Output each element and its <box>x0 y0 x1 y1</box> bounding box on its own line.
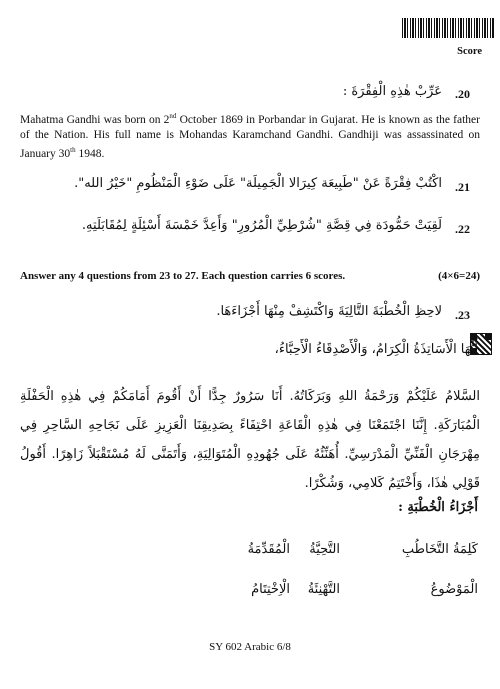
section-instruction <box>20 270 480 282</box>
section-marks: (4×6=24) <box>438 270 480 282</box>
question-number-20: .20 <box>455 87 470 101</box>
q22-text: لَقِيَتْ حَمُّودَة فِي قِصَّةِ "شُرْطِيِّ الْمُرُورِ" وَأَعِدَّ خَمْسَةَ أَسْئِلَةٍ لِمُقَابَلَتِهِ. <box>81 218 442 233</box>
instruction-text: Answer any 4 questions from 23 to 27. Each question carries 6 scores. <box>20 270 346 282</box>
speech-part-item: الْمُقَدِّمَةُ <box>247 542 290 557</box>
question-number-22: .22 <box>455 222 470 236</box>
speech-part-item: التَّحِيَّةُ <box>309 542 340 557</box>
speech-salutation: أَيُّهَا الْأَسَاتِذَةُ الْكِرَامُ، وَالْأَصْدِقَاءُ الْأَحِبَّاءُ، <box>274 342 478 357</box>
speech-part-item: الْاِخْتِتَامُ <box>251 582 290 597</box>
speech-parts-heading: أَجْزَاءُ الْخُطْبَةِ : <box>398 500 478 515</box>
q20-instruction: عَرِّبْ هٰذِهِ الْفِقْرَةَ : <box>342 84 442 99</box>
page-footer: SY 602 Arabic 6/8 <box>209 641 291 653</box>
speech-paragraph: السَّلامُ عَلَيْكُمْ وَرَحْمَةُ اللهِ وَبَرَكَاتُهُ. أَنَا سَرُورٌ جِدًّا أَنْ أَقُومَ أَمَامَكُمْ فِي هٰذِهِ الْحَفْلَةِ الْمُبَارَكَةِ. إِنَّنَا اجْتَمَعْنَا فِي هٰذِهِ الْقَاعَةِ احْتِفَاءً بِصَدِيقِنَا الْعَزِيزِ عَلَى نَجَاحِهِ السَّاحِرِ فِي مِهْرَجَانِ الْفَنِّيِّ الْمَدْرَسِيِّ. أُهَنِّئُهُ عَلَى جُهُودِهِ الْمُتَوَالِيَةِ، وَأَتَمَنَّى لَهُ مُسْتَقْبَلاً زَاهِرًا. أَقُولُ قَوْلِي هٰذَا، وَأَخْتَتِمُ كَلامِي، وَشُكْرًا. <box>20 389 480 491</box>
speech-part-item: كَلِمَةُ التَّخَاطُبِ <box>401 542 478 557</box>
barcode <box>402 18 494 38</box>
speech-part-item: الْمَوْضُوعُ <box>430 582 478 597</box>
q23-instruction: لاحِظِ الْخُطْبَةَ التَّالِيَةَ وَاكْتَشِفْ مِنْهَا أَجْزَاءَهَا. <box>216 304 442 319</box>
speech-part-item: التَّهْنِئَةُ <box>307 582 340 597</box>
score-label: Score <box>457 46 482 57</box>
q20-passage: Mahatma Gandhi was born on 2nd October 1869 in Porbandar in Gujarat. He is known as the father of the Nation. His full name is Mohandas Karamchand Gandhi. Gandhiji was assassinated on January 30th 1948. <box>20 112 480 160</box>
q21-text: اكْتُبْ فِقْرَةً عَنْ "طَبِيعَة كِيرَالا الْجَمِيلَة" عَلَى ضَوْءِ الْمَنْظُومِ "خَيْرُ الله". <box>74 176 442 191</box>
question-number-21: .21 <box>455 180 470 194</box>
question-number-23: .23 <box>455 308 470 322</box>
